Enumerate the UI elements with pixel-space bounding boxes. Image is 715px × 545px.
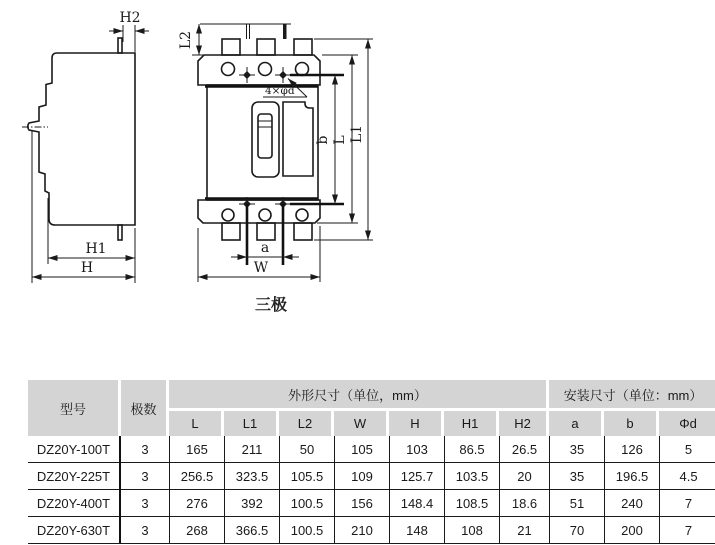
poles-cell: 3 bbox=[121, 463, 169, 490]
value-cell: 156 bbox=[334, 490, 389, 517]
dim-label-l2: L2 bbox=[178, 30, 194, 50]
value-cell: 276 bbox=[169, 490, 224, 517]
value-cell: 165 bbox=[169, 436, 224, 463]
value-cell: 256.5 bbox=[169, 463, 224, 490]
dim-label-w: W bbox=[253, 260, 269, 276]
value-cell: 392 bbox=[224, 490, 279, 517]
dim-label-a: a bbox=[260, 240, 270, 256]
col-header-poles: 极数 bbox=[121, 380, 169, 436]
model-cell: DZ20Y-400T bbox=[28, 490, 121, 517]
value-cell: 103 bbox=[389, 436, 444, 463]
value-cell: 4.5 bbox=[659, 463, 715, 490]
nameplate-panel bbox=[283, 102, 313, 176]
value-cell: 200 bbox=[604, 517, 659, 544]
value-cell: 211 bbox=[224, 436, 279, 463]
value-cell: 51 bbox=[549, 490, 604, 517]
group-header-outline-dims: 外形尺寸（单位，mm） bbox=[169, 380, 549, 411]
value-cell: 125.7 bbox=[389, 463, 444, 490]
value-cell: 366.5 bbox=[224, 517, 279, 544]
table-row bbox=[28, 490, 715, 517]
value-cell: 148.4 bbox=[389, 490, 444, 517]
poles-cell: 3 bbox=[121, 490, 169, 517]
col-header-a: a bbox=[549, 411, 604, 436]
value-cell: 323.5 bbox=[224, 463, 279, 490]
col-header-b: b bbox=[604, 411, 659, 436]
col-header-L1: L1 bbox=[224, 411, 279, 436]
value-cell: 240 bbox=[604, 490, 659, 517]
value-cell: 100.5 bbox=[279, 490, 334, 517]
value-cell: 20 bbox=[499, 463, 549, 490]
side-view-drawing bbox=[22, 10, 149, 283]
value-cell: 103.5 bbox=[444, 463, 499, 490]
value-cell: 108.5 bbox=[444, 490, 499, 517]
value-cell: 35 bbox=[549, 436, 604, 463]
group-header-mount-dims: 安装尺寸（单位：mm） bbox=[549, 380, 715, 411]
value-cell: 109 bbox=[334, 463, 389, 490]
value-cell: 210 bbox=[334, 517, 389, 544]
value-cell: 105 bbox=[334, 436, 389, 463]
value-cell: 18.6 bbox=[499, 490, 549, 517]
value-cell: 7 bbox=[659, 490, 715, 517]
hole-note-label: 4×φd bbox=[265, 85, 295, 97]
value-cell: 86.5 bbox=[444, 436, 499, 463]
col-header-model: 型号 bbox=[28, 380, 121, 436]
front-view-drawing bbox=[178, 24, 373, 282]
value-cell: 21 bbox=[499, 517, 549, 544]
col-header-L2: L2 bbox=[279, 411, 334, 436]
value-cell: 5 bbox=[659, 436, 715, 463]
value-cell: 26.5 bbox=[499, 436, 549, 463]
poles-cell: 3 bbox=[121, 517, 169, 544]
value-cell: 268 bbox=[169, 517, 224, 544]
value-cell: 148 bbox=[389, 517, 444, 544]
model-cell: DZ20Y-100T bbox=[28, 436, 121, 463]
dim-label-b: b bbox=[315, 135, 331, 145]
dim-label-l1: L1 bbox=[349, 124, 365, 144]
spec-table-container bbox=[28, 380, 712, 544]
table-row bbox=[28, 436, 715, 463]
value-cell: 70 bbox=[549, 517, 604, 544]
poles-cell: 3 bbox=[121, 436, 169, 463]
value-cell: 35 bbox=[549, 463, 604, 490]
value-cell: 105.5 bbox=[279, 463, 334, 490]
drawing-caption: 三极 bbox=[254, 297, 288, 314]
dim-label-l: L bbox=[332, 135, 348, 145]
value-cell: 126 bbox=[604, 436, 659, 463]
col-header-H: H bbox=[389, 411, 444, 436]
value-cell: 50 bbox=[279, 436, 334, 463]
dim-label-h: H bbox=[80, 260, 94, 276]
table-row bbox=[28, 517, 715, 544]
col-header-H1: H1 bbox=[444, 411, 499, 436]
dim-label-h2: H2 bbox=[119, 10, 141, 26]
value-cell: 100.5 bbox=[279, 517, 334, 544]
value-cell: 7 bbox=[659, 517, 715, 544]
col-header-L: L bbox=[169, 411, 224, 436]
dim-label-h1: H1 bbox=[85, 241, 107, 257]
spec-table bbox=[28, 380, 715, 544]
model-cell: DZ20Y-630T bbox=[28, 517, 121, 544]
col-header-phi-d: Φd bbox=[659, 411, 715, 436]
col-header-W: W bbox=[334, 411, 389, 436]
model-cell: DZ20Y-225T bbox=[28, 463, 121, 490]
table-row bbox=[28, 463, 715, 490]
value-cell: 108 bbox=[444, 517, 499, 544]
col-header-H2: H2 bbox=[499, 411, 549, 436]
value-cell: 196.5 bbox=[604, 463, 659, 490]
